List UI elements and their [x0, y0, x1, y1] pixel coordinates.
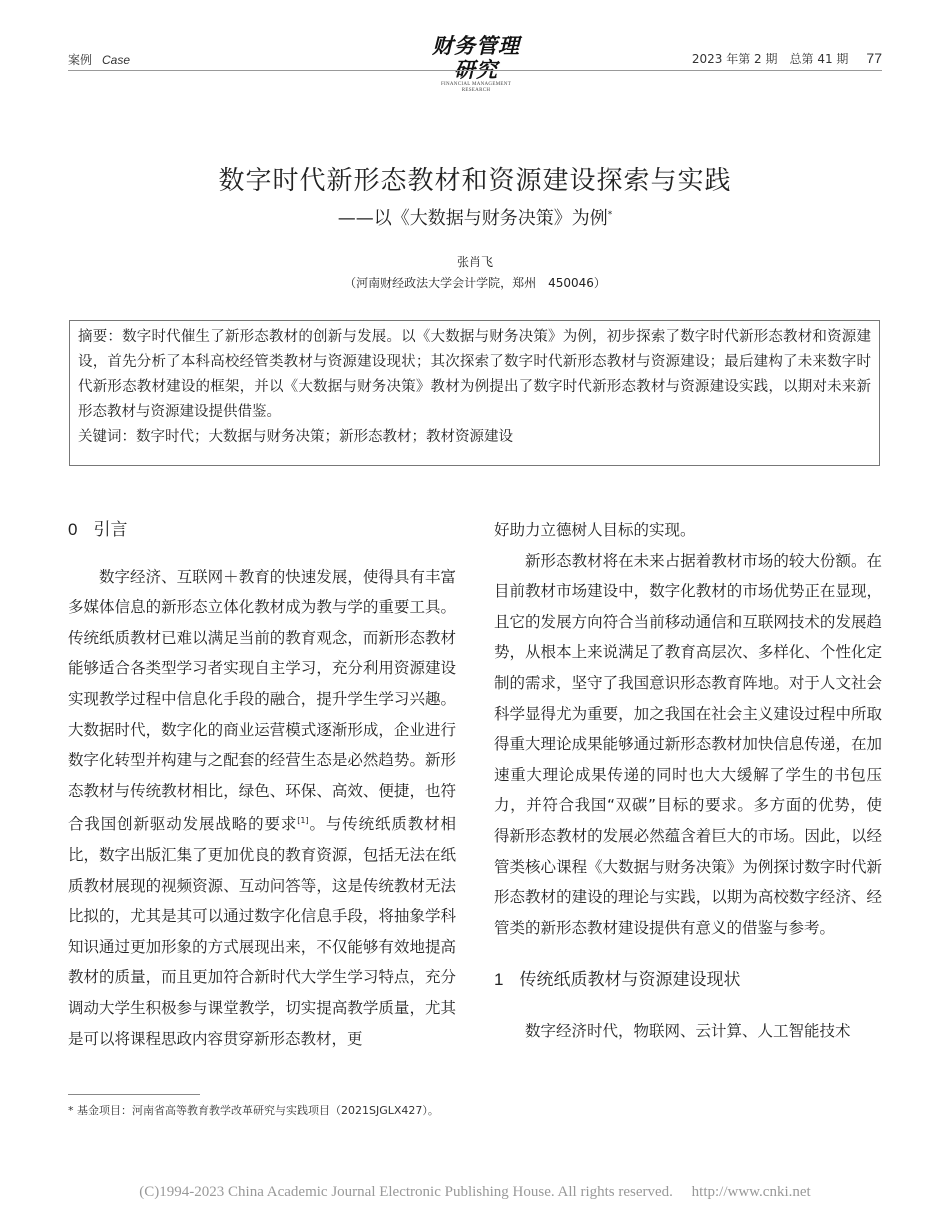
- paragraph-intro-part1: 数字经济、互联网＋教育的快速发展，使得具有丰富多媒体信息的新形态立体化教材成为教与学的重要工具。传统纸质教材已难以满足当前的教育观念，而新形态教材能够适合各类型学习者实现自主学习，充分利用资源建设实现教学过程中信息化手段的融合，提升学生学习兴趣。大数据时代，数字化的商业运营模式逐渐形成，企业进行数字化转型并构建与之配套的经营生态是必然趋势。新形态教材与传统教材相比，绿色、环保、高效、便捷，也符合我国创新驱动发展战略的要求: [68, 567, 456, 834]
- section-heading-number: 0: [68, 520, 78, 539]
- issue-info: [692, 50, 882, 67]
- citation-ref: [1]: [297, 816, 309, 826]
- subtitle-text: ——以《大数据与财务决策》为例: [337, 208, 608, 229]
- right-column: [494, 515, 882, 1047]
- section-heading-text: 传统纸质教材与资源建设现状: [519, 970, 741, 991]
- issue-label: 2023 年第 2 期 总第 41 期: [691, 52, 849, 66]
- author-name: 张肖飞: [456, 255, 493, 269]
- subtitle-footnote-mark: *: [607, 210, 613, 220]
- author-affiliation: （河南财经政法大学会计学院，郑州 450046）: [344, 276, 606, 290]
- paragraph-market: 新形态教材将在未来占据着教材市场的较大份额。在目前教材市场建设中，数字化教材的市场优势正在显现，且它的发展方向符合当前移动通信和互联网技术的发展趋势，从根本上来说满足了教育高层次、多样化、个性化定制的需求，坚守了我国意识形态教育阵地。对于人文社会科学显得尤为重要，加之我国在社会主义建设过程中所取得重大理论成果能够通过新形态教材加快信息传递，在加速重大理论成果传递的同时也大大缓解了学生的书包压力，并符合我国“双碳”目标的要求。多方面的优势，使得新形态教材的发展必然蕴含着巨大的市场。因此，以经管类核心课程《大数据与财务决策》为例探讨数字时代新形态教材的建设的理论与实践，以期为高校数字经济、经管类的新形态教材建设提供有意义的借鉴与参考。: [494, 551, 882, 937]
- section-label-cn: 案例: [68, 53, 93, 67]
- footnote: * 基金项目：河南省高等教育教学改革研究与实践项目（2021SJGLX427）。: [68, 1104, 439, 1117]
- journal-logo-en: FINANCIAL MANAGEMENT RESEARCH: [440, 82, 512, 93]
- section-heading-number: 1: [494, 970, 504, 990]
- paragraph-intro-part2: 。与传统纸质教材相比，数字出版汇集了更加优良的教育资源，包括无法在纸质教材展现的视频资源、互动问答等，这是传统教材无法比拟的，尤其是其可以通过数字化信息手段，将抽象学科知识通过更加形象的方式展现出来，不仅能够有效地提高教材的质量，而且更加符合新时代大学生学习特点，充分调动大学生积极参与课堂教学，切实提高教学质量，尤其是可以将课程思政内容贯穿新形态教材，更: [68, 815, 456, 1048]
- page-header: [68, 33, 882, 93]
- header-divider: [68, 70, 882, 71]
- paragraph-digital-economy: 数字经济时代，物联网、云计算、人工智能技术: [525, 1021, 851, 1040]
- journal-logo-text: 财务管理研究: [432, 33, 520, 82]
- footnote-divider: [68, 1094, 200, 1095]
- copyright-watermark: (C)1994-2023 China Academic Journal Electronic Publishing House. All rights reserved. http://www.cnki.net: [139, 1184, 811, 1200]
- section-label-en: Case: [102, 53, 131, 67]
- abstract-text: 摘要：数字时代催生了新形态教材的创新与发展。以《大数据与财务决策》为例，初步探索了数字时代新形态教材和资源建设，首先分析了本科高校经管类教材与资源建设现状；其次探索了数字时代新形态教材与资源建设；最后建构了未来数字时代新形态教材建设的框架，并以《大数据与财务决策》教材为例提出了数字时代新形态教材与资源建设实践，以期对未来新形态教材与资源建设提供借鉴。: [78, 329, 871, 420]
- section-heading-text: 引言: [93, 520, 128, 540]
- journal-logo: [426, 33, 526, 93]
- article-subtitle: [0, 204, 950, 230]
- article-title: 数字时代新形态教材和资源建设探索与实践: [218, 166, 732, 196]
- section-heading-intro: [68, 515, 456, 546]
- section-heading-status: [494, 965, 882, 996]
- paragraph-intro: [68, 562, 456, 1055]
- section-label: [68, 51, 130, 68]
- abstract-box: [69, 320, 880, 466]
- page-number: 77: [866, 50, 882, 66]
- paragraph-continued: 好助力立德树人目标的实现。: [494, 521, 696, 539]
- left-column: [68, 515, 456, 1054]
- keywords: 关键词：数字时代；大数据与财务决策；新形态教材；教材资源建设: [78, 429, 513, 445]
